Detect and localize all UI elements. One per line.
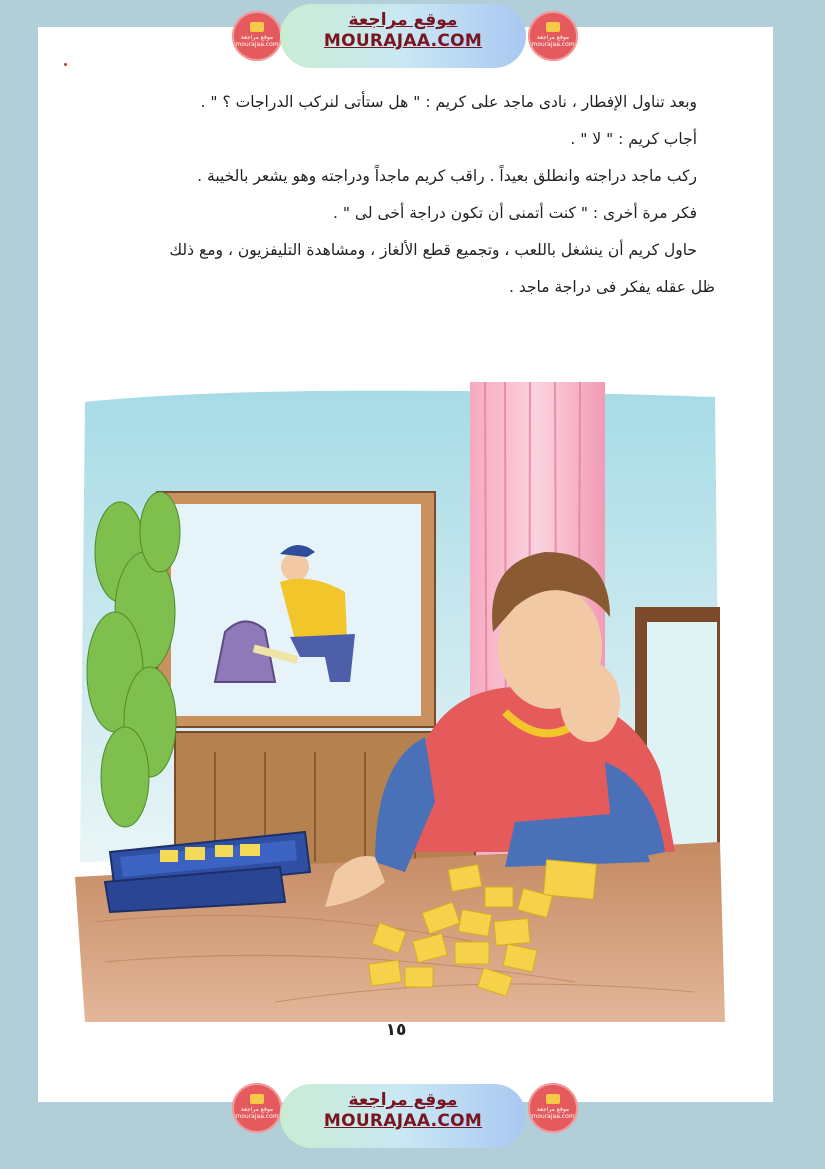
logo-caption-ar: موقع مراجعة bbox=[240, 1106, 274, 1113]
decorative-dot bbox=[64, 63, 67, 66]
book-icon bbox=[546, 22, 560, 32]
footer-banner bbox=[280, 1084, 526, 1148]
site-logo-right-footer[interactable] bbox=[528, 1083, 578, 1133]
header-banner bbox=[280, 4, 526, 68]
story-line: ظل عقله يفكر فى دراجة ماجد . bbox=[508, 278, 715, 296]
logo-caption-en: mourajaa.com bbox=[235, 41, 279, 48]
story-text bbox=[70, 84, 715, 306]
site-name-ar-link[interactable]: موقع مراجعة bbox=[348, 1090, 458, 1110]
logo-caption-en: mourajaa.com bbox=[235, 1113, 279, 1120]
logo-caption-en: mourajaa.com bbox=[531, 41, 575, 48]
story-illustration bbox=[75, 382, 725, 1032]
book-icon bbox=[546, 1094, 560, 1104]
story-line: فكر مرة أخرى : " كنت أتمنى أن تكون دراجة أخى لى " . bbox=[333, 204, 697, 222]
site-logo-right[interactable] bbox=[528, 11, 578, 61]
logo-caption-en: mourajaa.com bbox=[531, 1113, 575, 1120]
page-number: ١٥ bbox=[385, 1020, 407, 1040]
story-line: أجاب كريم : " لا " . bbox=[570, 130, 697, 148]
logo-caption-ar: موقع مراجعة bbox=[536, 1106, 570, 1113]
book-icon bbox=[250, 1094, 264, 1104]
logo-caption-ar: موقع مراجعة bbox=[536, 34, 570, 41]
site-name-en-link[interactable]: MOURAJAA.COM bbox=[323, 31, 483, 51]
site-logo-left-footer[interactable] bbox=[232, 1083, 282, 1133]
story-line: ركب ماجد دراجته وانطلق بعيداً . راقب كريم ماجداً ودراجته وهو يشعر بالخيبة . bbox=[197, 167, 697, 185]
logo-caption-ar: موقع مراجعة bbox=[240, 34, 274, 41]
story-line: حاول كريم أن ينشغل باللعب ، وتجميع قطع الألغاز ، ومشاهدة التليفزيون ، ومع ذلك bbox=[169, 241, 697, 259]
site-name-ar-link[interactable]: موقع مراجعة bbox=[348, 10, 458, 30]
story-line: وبعد تناول الإفطار ، نادى ماجد على كريم : " هل ستأتى لنركب الدراجات ؟ " . bbox=[200, 93, 697, 111]
book-icon bbox=[250, 22, 264, 32]
site-logo-left[interactable] bbox=[232, 11, 282, 61]
site-name-en-link[interactable]: MOURAJAA.COM bbox=[323, 1111, 483, 1131]
